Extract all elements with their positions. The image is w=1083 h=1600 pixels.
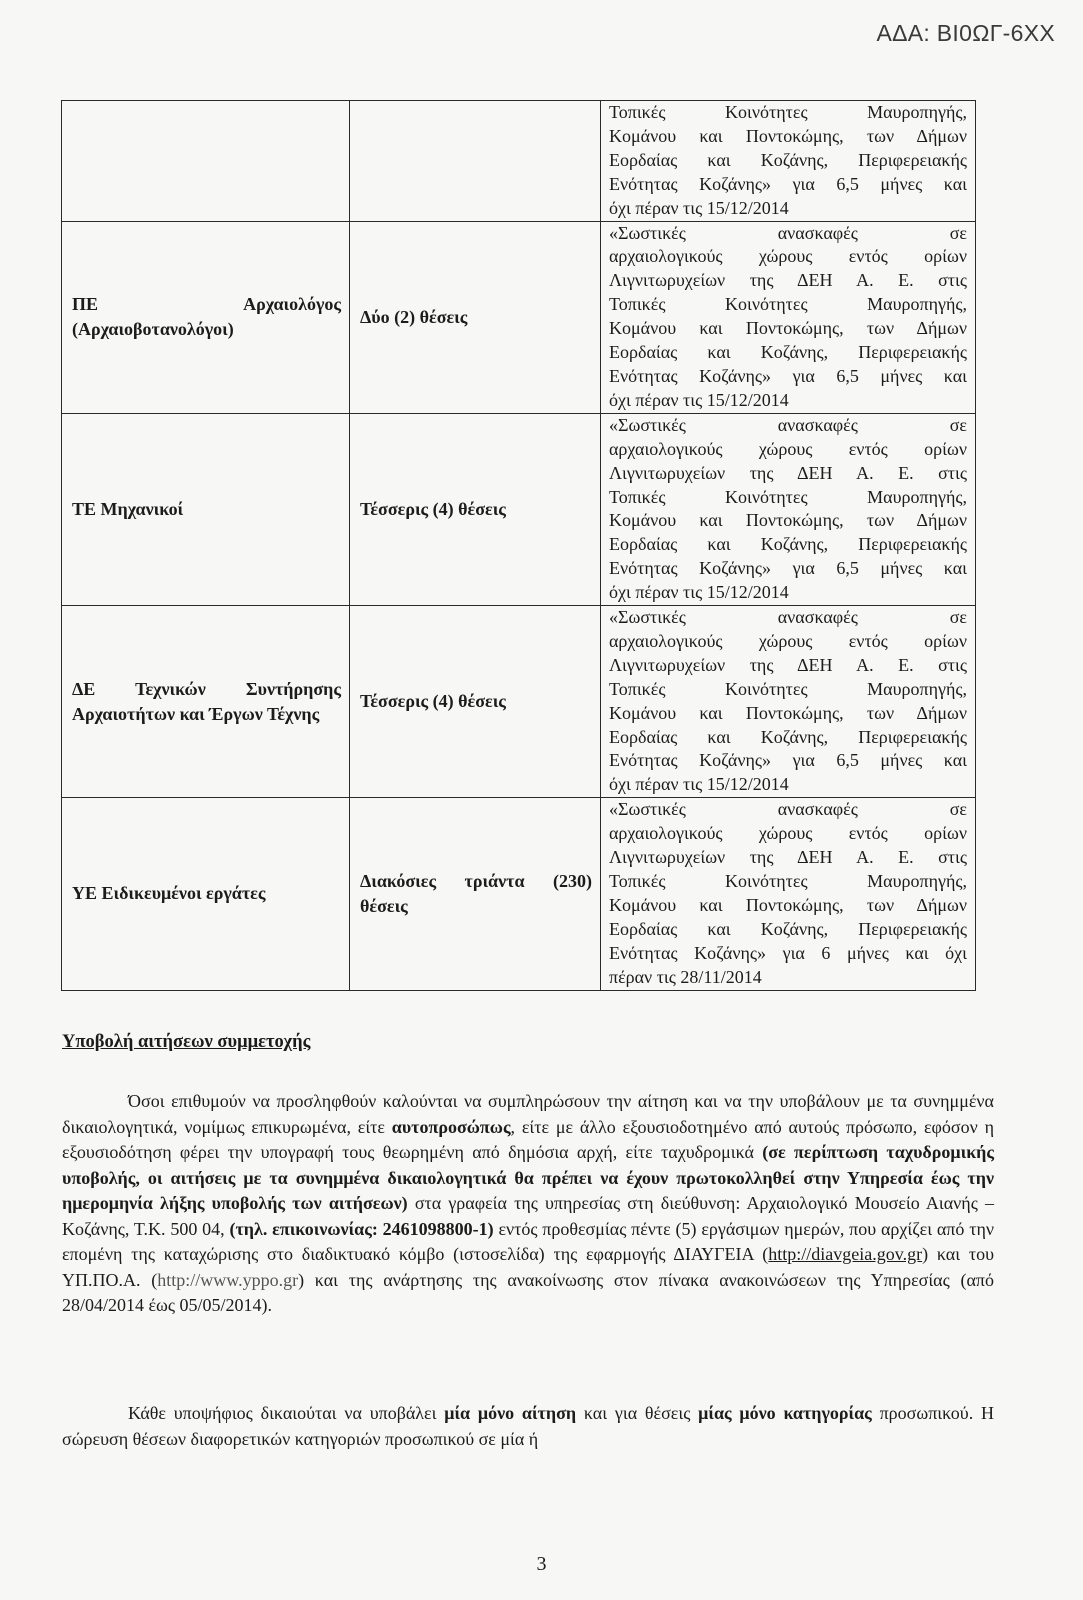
description-line: Λιγνιτωρυχείων της ΔΕΗ Α. Ε. στις xyxy=(609,270,967,291)
description-cell xyxy=(601,221,976,413)
description-line: «Σωστικές ανασκαφές σε xyxy=(609,607,967,628)
paragraph-text: Όσοι επιθυμούν να προσληφθούν καλούνται να συμπληρώσουν την αίτηση και να την υποβάλουν με τα συνημμένα δικαιολογητικά, νομίμως επικυρωμένα, είτε xyxy=(62,1091,994,1137)
description-line: όχι πέραν τις 15/12/2014 xyxy=(609,389,789,410)
description-cell xyxy=(601,101,976,222)
description-line: Ενότητας Κοζάνης» για 6 μήνες και όχι xyxy=(609,942,967,963)
description-line: αρχαιολογικούς χώρους εντός ορίων xyxy=(609,630,967,651)
role-text: ΠΕ Αρχαιολόγος (Αρχαιοβοτανολόγοι) xyxy=(72,294,341,340)
description-line: Εορδαίας και Κοζάνης, Περιφερειακής xyxy=(609,534,967,555)
description-line: Κομάνου και Ποντοκώμης, των Δήμων xyxy=(609,510,967,531)
count-text: Διακόσιες τριάντα (230) θέσεις xyxy=(360,870,592,916)
paragraph-bold: αυτοπροσώπως xyxy=(391,1116,511,1137)
description-line: Τοπικές Κοινότητες Μαυροπηγής, xyxy=(609,486,967,507)
count-text: Τέσσερις (4) θέσεις xyxy=(360,691,506,712)
role-cell xyxy=(62,221,350,413)
count-cell xyxy=(350,606,601,798)
description-line: Τοπικές Κοινότητες Μαυροπηγής, xyxy=(609,102,967,122)
table-row xyxy=(62,798,976,990)
description-line: Κομάνου και Ποντοκώμης, των Δήμων xyxy=(609,125,967,146)
description-line: Ενότητας Κοζάνης» για 6,5 μήνες και xyxy=(609,365,967,386)
section-title: Υποβολή αιτήσεων συμμετοχής xyxy=(62,1032,311,1052)
count-cell xyxy=(350,413,601,605)
description-line: Κομάνου και Ποντοκώμης, των Δήμων xyxy=(609,702,967,723)
description-line: Λιγνιτωρυχείων της ΔΕΗ Α. Ε. στις xyxy=(609,462,967,483)
description-line: «Σωστικές ανασκαφές σε xyxy=(609,222,967,243)
table-row xyxy=(62,221,976,413)
role-text: ΥΕ Ειδικευμένοι εργάτες xyxy=(72,883,266,904)
role-cell xyxy=(62,101,350,222)
description-line: Εορδαίας και Κοζάνης, Περιφερειακής xyxy=(609,918,967,939)
ada-code: ΑΔΑ: ΒΙ0ΩΓ-6ΧΧ xyxy=(876,20,1055,46)
count-cell xyxy=(350,798,601,990)
submission-paragraph xyxy=(62,1089,994,1319)
paragraph-text: Κάθε υποψήφιος δικαιούται να υποβάλει xyxy=(128,1403,445,1423)
positions-table xyxy=(61,100,976,991)
description-line: «Σωστικές ανασκαφές σε xyxy=(609,799,967,820)
description-line: Τοπικές Κοινότητες Μαυροπηγής, xyxy=(609,678,967,699)
role-cell xyxy=(62,798,350,990)
description-line: Ενότητας Κοζάνης» για 6,5 μήνες και xyxy=(609,173,967,194)
description-line: αρχαιολογικούς χώρους εντός ορίων xyxy=(609,246,967,267)
paragraph-text: , είτε με άλλο εξουσιοδοτημένο από αυτούς πρόσωπο, εφόσον η εξουσιοδότηση φέρει την υπογραφή τους θεωρημένη από δημόσια αρχή, είτε ταχυδρομικά xyxy=(62,1116,994,1162)
table-row xyxy=(62,413,976,605)
diavgeia-link[interactable]: http://diavgeia.gov.gr xyxy=(768,1244,923,1264)
paragraph-text: προσωπικού. Η σώρευση θέσεων διαφορετικών κατηγοριών προσωπικού σε μία ή xyxy=(62,1403,995,1449)
table-row xyxy=(62,101,976,222)
yppo-link[interactable]: http://www.yppo.gr xyxy=(157,1269,299,1290)
count-text: Τέσσερις (4) θέσεις xyxy=(360,498,506,519)
role-text: ΔΕ Τεχνικών Συντήρησης Αρχαιοτήτων και Έργων Τέχνης xyxy=(72,678,341,724)
paragraph-bold: μίας μόνο κατηγορίας xyxy=(698,1403,872,1423)
count-text: Δύο (2) θέσεις xyxy=(360,306,468,327)
table-row xyxy=(62,606,976,798)
paragraph-text: εντός προθεσμίας πέντε (5) εργάσιμων ημερών, που αρχίζει από την επομένη της καταχώρισης στο διαδικτυακό κόμβο (ιστοσελίδα) της εφαρμογής ΔΙΑΥΓΕΙΑ ( xyxy=(62,1218,994,1264)
description-line: Λιγνιτωρυχείων της ΔΕΗ Α. Ε. στις xyxy=(609,654,967,675)
description-line: όχι πέραν τις 15/12/2014 xyxy=(609,774,789,795)
paragraph-bold: μία μόνο αίτηση xyxy=(444,1403,577,1423)
description-line: Εορδαίας και Κοζάνης, Περιφερειακής xyxy=(609,342,967,363)
count-cell xyxy=(350,221,601,413)
description-line: Εορδαίας και Κοζάνης, Περιφερειακής xyxy=(609,726,967,747)
role-cell xyxy=(62,413,350,605)
description-line: Ενότητας Κοζάνης» για 6,5 μήνες και xyxy=(609,558,967,579)
paragraph-bold: (τηλ. επικοινωνίας: 2461098800-1) xyxy=(229,1218,494,1239)
paragraph-text: ) και του ΥΠ.ΠΟ.Α. ( xyxy=(62,1244,994,1290)
role-text: ΤΕ Μηχανικοί xyxy=(72,498,184,519)
role-cell xyxy=(62,606,350,798)
description-line: όχι πέραν τις 15/12/2014 xyxy=(609,582,789,603)
paragraph-text: στα γραφεία της υπηρεσίας στη διεύθυνση: Αρχαιολογικό Μουσείο Αιανής – Κοζάνης, Τ.Κ. 500 04, xyxy=(62,1193,994,1239)
description-cell xyxy=(601,606,976,798)
description-line: «Σωστικές ανασκαφές σε xyxy=(609,414,967,435)
count-cell xyxy=(350,101,601,222)
description-line: Κομάνου και Ποντοκώμης, των Δήμων xyxy=(609,318,967,339)
description-line: αρχαιολογικούς χώρους εντός ορίων xyxy=(609,823,967,844)
description-line: πέραν τις 28/11/2014 xyxy=(609,966,762,987)
single-application-paragraph xyxy=(62,1401,994,1452)
description-cell xyxy=(601,798,976,990)
description-line: Τοπικές Κοινότητες Μαυροπηγής, xyxy=(609,871,967,891)
description-line: αρχαιολογικούς χώρους εντός ορίων xyxy=(609,438,967,459)
description-line: Εορδαίας και Κοζάνης, Περιφερειακής xyxy=(609,149,967,170)
paragraph-bold: (σε περίπτωση ταχυδρομικής υποβολής, οι αιτήσεις με τα συνημμένα δικαιολογητικά θα πρέπει να έχουν πρωτοκολληθεί στην Υπηρεσία έως την ημερομηνία λήξης υποβολής των αιτήσεων) xyxy=(62,1142,995,1213)
description-line: όχι πέραν τις 15/12/2014 xyxy=(609,197,789,218)
paragraph-text: ) και της ανάρτησης της ανακοίνωσης στον πίνακα ανακοινώσεων της Υπηρεσίας (από 28/04/2014 έως 05/05/2014). xyxy=(62,1269,994,1315)
description-line: Ενότητας Κοζάνης» για 6,5 μήνες και xyxy=(609,750,967,771)
page-number: 3 xyxy=(536,1553,547,1575)
paragraph-text: και για θέσεις xyxy=(576,1403,699,1423)
description-line: Τοπικές Κοινότητες Μαυροπηγής, xyxy=(609,294,967,315)
description-line: Κομάνου και Ποντοκώμης, των Δήμων xyxy=(609,894,967,915)
description-cell xyxy=(601,413,976,605)
description-line: Λιγνιτωρυχείων της ΔΕΗ Α. Ε. στις xyxy=(609,847,967,868)
